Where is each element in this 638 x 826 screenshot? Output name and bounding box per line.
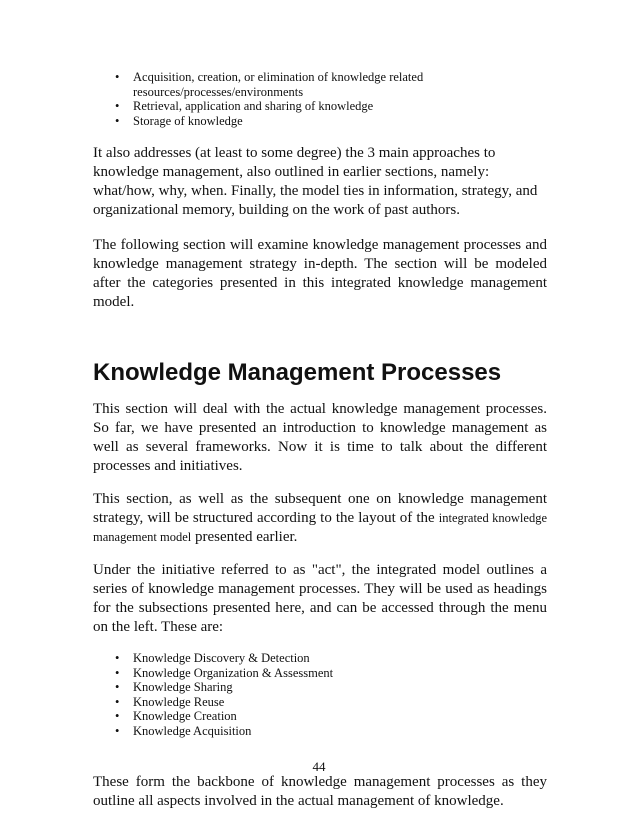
intro-bullet-list [109, 70, 547, 128]
paragraph-backbone: These form the backbone of knowledge management processes as they outline all aspects involved in the actual management of knowledge. [93, 773, 547, 809]
list-item-text: Knowledge Reuse [133, 694, 225, 709]
list-item-text: Retrieval, application and sharing of knowledge [133, 99, 374, 113]
list-item [109, 680, 547, 695]
paragraph-section-intro: This section will deal with the actual knowledge management processes. So far, we have presented an introduction to knowledge management as well as several frameworks. Now it is time to talk about the different processes and initiatives. [93, 401, 547, 474]
bullet-icon: • [115, 651, 120, 665]
list-item-text: Knowledge Sharing [133, 680, 233, 695]
bullet-icon: • [115, 723, 120, 738]
paragraph-structure-end: presented earlier. [191, 529, 298, 545]
paragraph-structure-text: This section, as well as the subsequent one on knowledge management strategy, will be structured according to the layout of the [93, 491, 547, 526]
section-heading: Knowledge Management Processes [93, 359, 502, 386]
list-item-text: Acquisition, creation, or elimination of knowledge related [133, 70, 424, 84]
list-item-text-continued: resources/processes/environments [133, 84, 304, 99]
list-item-text: Knowledge Acquisition [133, 723, 252, 738]
bullet-icon: • [115, 680, 120, 695]
paragraph-approaches: It also addresses (at least to some degree) the 3 main approaches to knowledge management, also outlined in earlier sections, namely: what/how, why, when. Finally, the model ties in information, strategy, and organizational memory, building on the work of past authors. [93, 145, 538, 218]
paragraph-structure [93, 490, 547, 547]
list-item-text: Knowledge Discovery & Detection [133, 651, 310, 665]
paragraph-initiative: Under the initiative referred to as "act", the integrated model outlines a series of knowledge management processes. They will be used as headings for the subsections presented here, and can be accessed through the menu on the left. These are: [93, 562, 547, 635]
bullet-icon: • [115, 694, 120, 709]
paragraph-following-section: The following section will examine knowledge management processes and knowledge management strategy in-depth. The section will be modeled after the categories presented in this integrated knowledge management model. [93, 237, 547, 310]
bullet-icon: • [115, 99, 120, 113]
list-item [109, 99, 547, 114]
list-item-text: Knowledge Organization & Assessment [133, 665, 334, 680]
list-item [109, 666, 547, 681]
list-item-text: Knowledge Creation [133, 709, 237, 724]
list-item [109, 114, 547, 129]
page-content [93, 70, 547, 811]
process-list [109, 651, 547, 739]
model-reference-text: integrated knowledge management model [93, 511, 548, 544]
page-number: 44 [312, 759, 326, 774]
list-item [109, 70, 547, 99]
bullet-icon: • [115, 70, 120, 84]
bullet-icon: • [115, 113, 120, 128]
list-item [109, 724, 547, 739]
list-item-text: Storage of knowledge [133, 113, 243, 128]
bullet-icon: • [115, 665, 120, 680]
list-item [109, 695, 547, 710]
bullet-icon: • [115, 709, 120, 724]
list-item [109, 651, 547, 666]
list-item [109, 709, 547, 724]
